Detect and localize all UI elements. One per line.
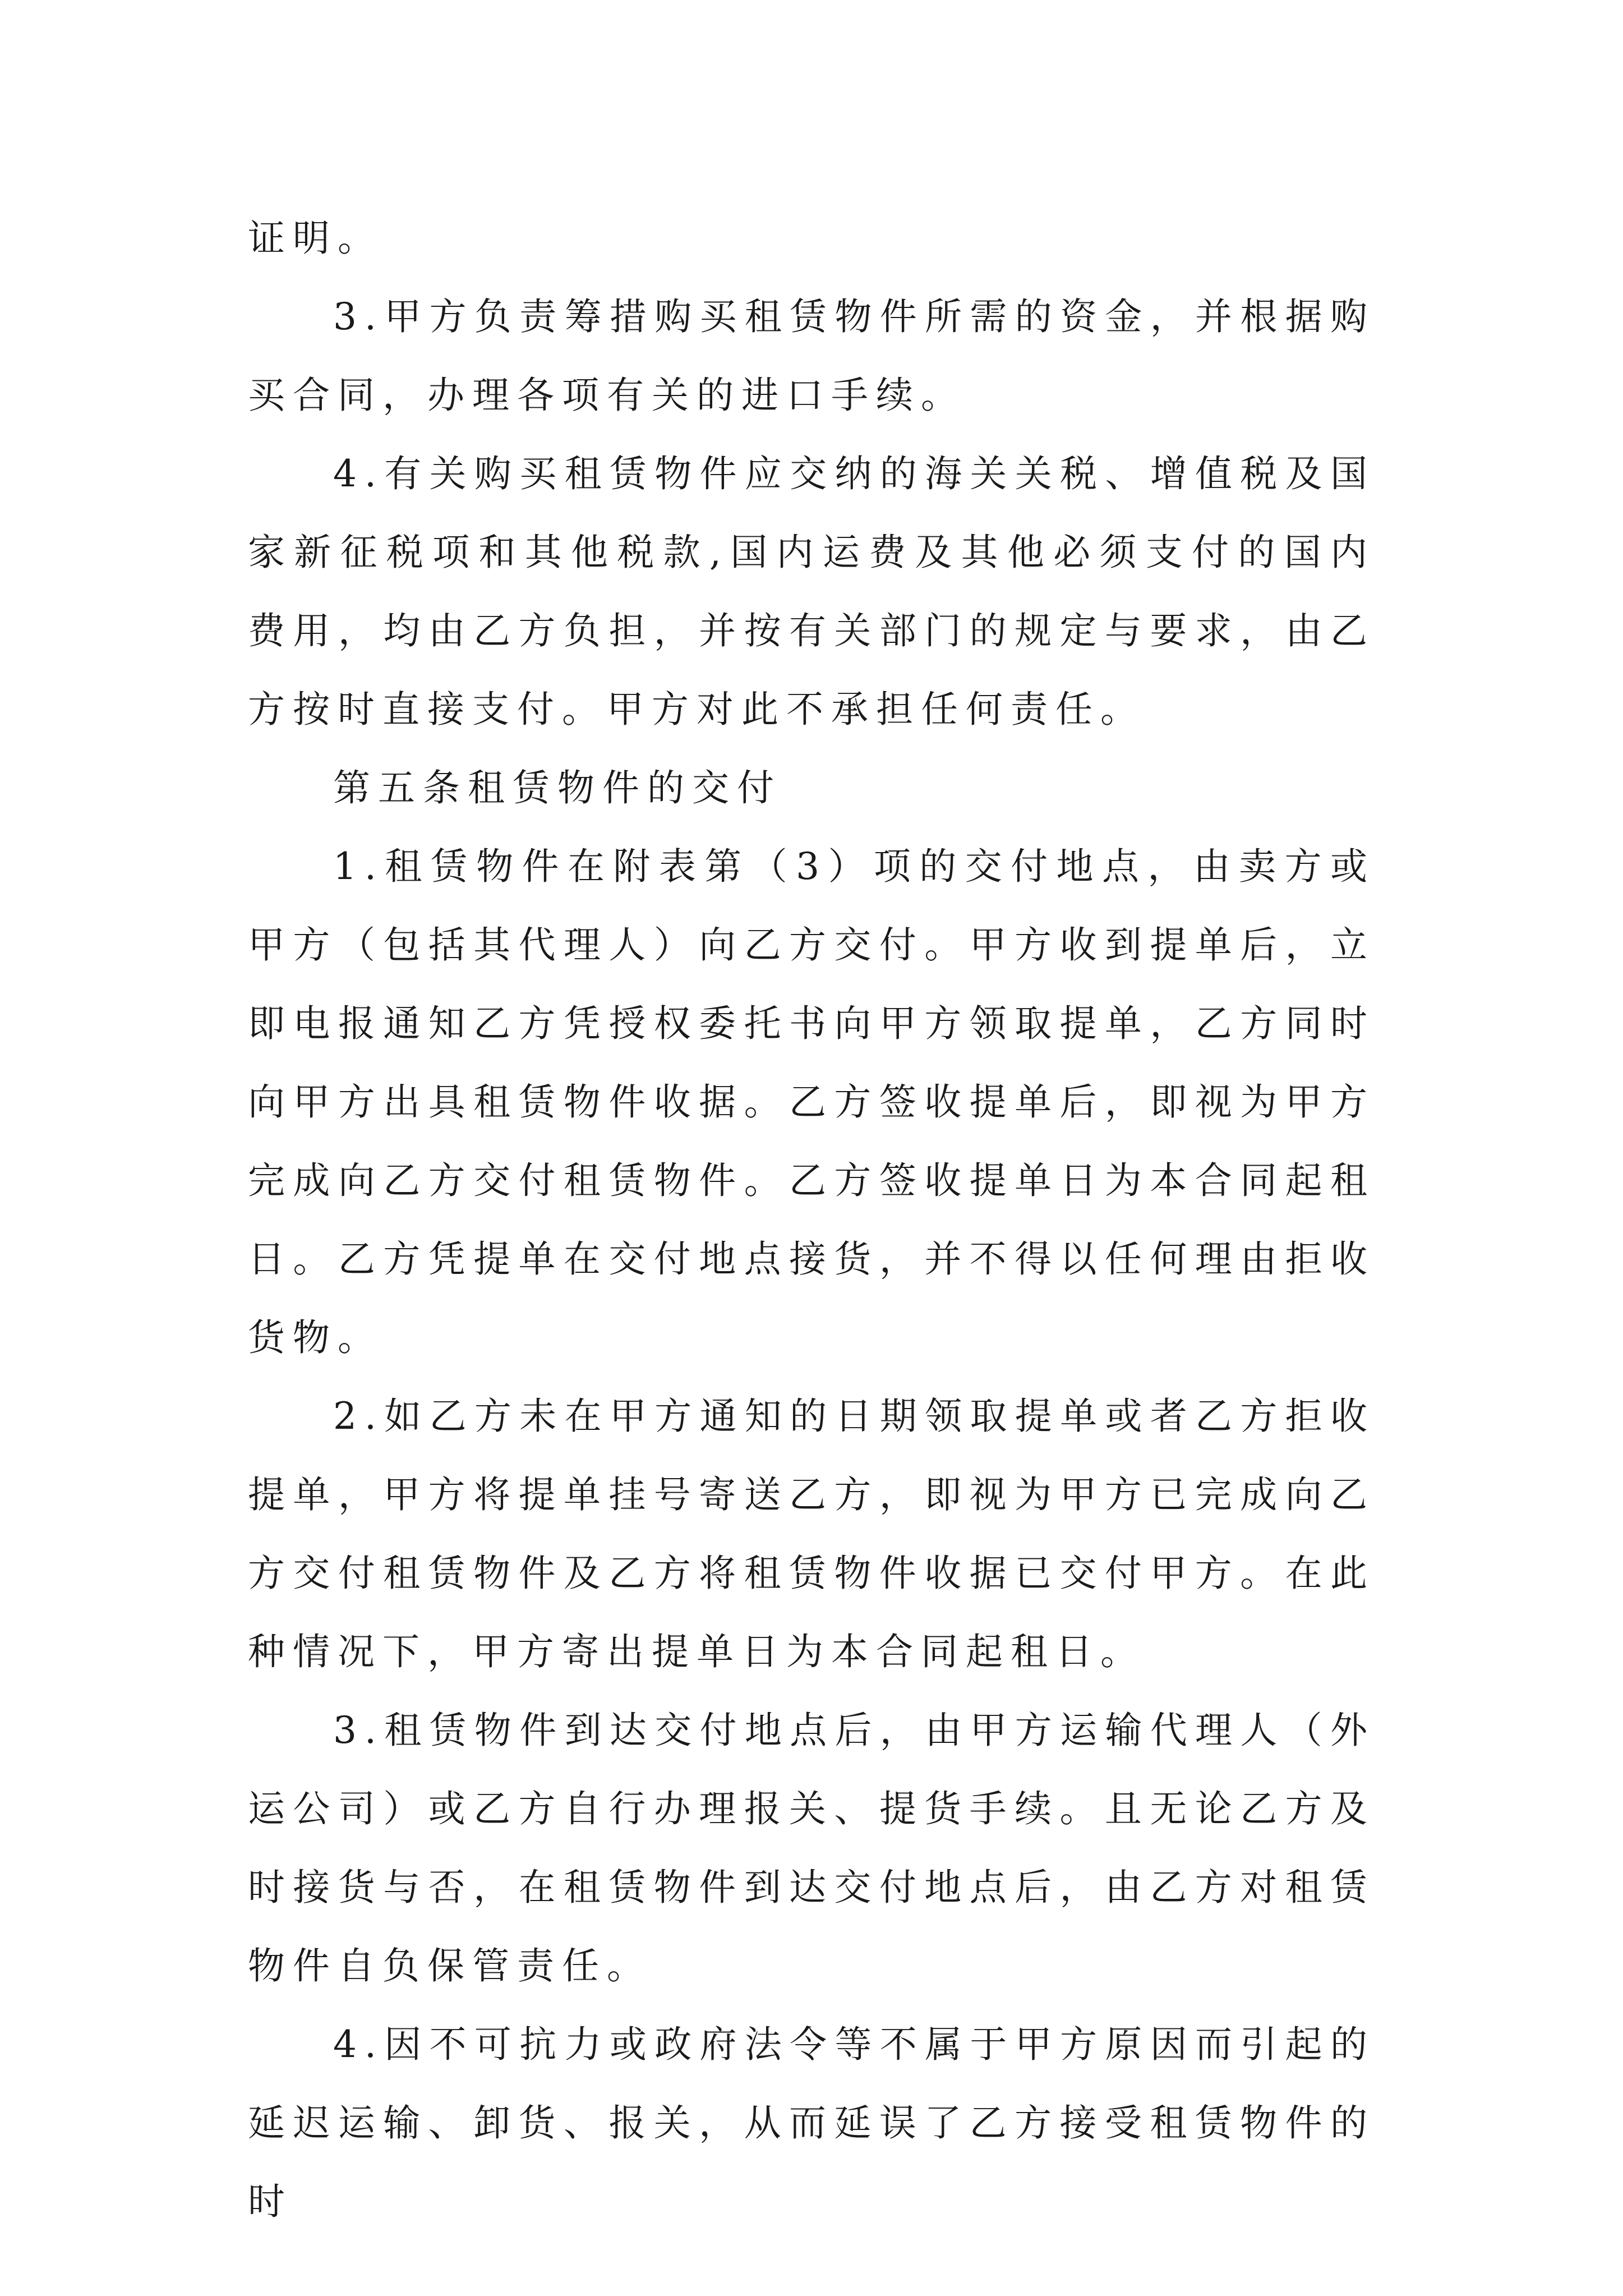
paragraph-delivery-3: 3.租赁物件到达交付地点后，由甲方运输代理人（外运公司）或乙方自行办理报关、提货手续。且无论乙方及时接货与否，在租赁物件到达交付地点后，由乙方对租赁物件自负保管责任。 xyxy=(248,1709,1375,1987)
paragraph-clause-3-funding: 3.甲方负责筹措购买租赁物件所需的资金，并根据购买合同，办理各项有关的进口手续。 xyxy=(248,295,1375,417)
paragraph-delivery-1: 1.租赁物件在附表第（3）项的交付地点，由卖方或甲方（包括其代理人）向乙方交付。甲方收到提单后，立即电报通知乙方凭授权委托书向甲方领取提单，乙方同时向甲方出具租赁物件收据。乙方签收提单后，即视为甲方完成向乙方交付租赁物件。乙方签收提单日为本合同起租日。乙方凭提单在交付地点接货，并不得以任何理由拒收货物。 xyxy=(248,845,1375,1359)
paragraph-delivery-4: 4.因不可抗力或政府法令等不属于甲方原因而引起的延迟运输、卸货、报关，从而延误了乙方接受租赁物件的时 xyxy=(248,2023,1375,2223)
document-body xyxy=(248,199,1375,2241)
paragraph-delivery-2: 2.如乙方未在甲方通知的日期领取提单或者乙方拒收提单，甲方将提单挂号寄送乙方，即视为甲方已完成向乙方交付租赁物件及乙方将租赁物件收据已交付甲方。在此种情况下，甲方寄出提单日为本合同起租日。 xyxy=(248,1395,1375,1673)
paragraph-continuation: 证明。 xyxy=(248,217,382,260)
section-heading-article-5: 第五条租赁物件的交付 xyxy=(333,766,782,809)
paragraph-clause-4-taxes: 4.有关购买租赁物件应交纳的海关关税、增值税及国家新征税项和其他税款,国内运费及其他必须支付的国内费用，均由乙方负担，并按有关部门的规定与要求，由乙方按时直接支付。甲方对此不承担任何责任。 xyxy=(248,452,1375,731)
